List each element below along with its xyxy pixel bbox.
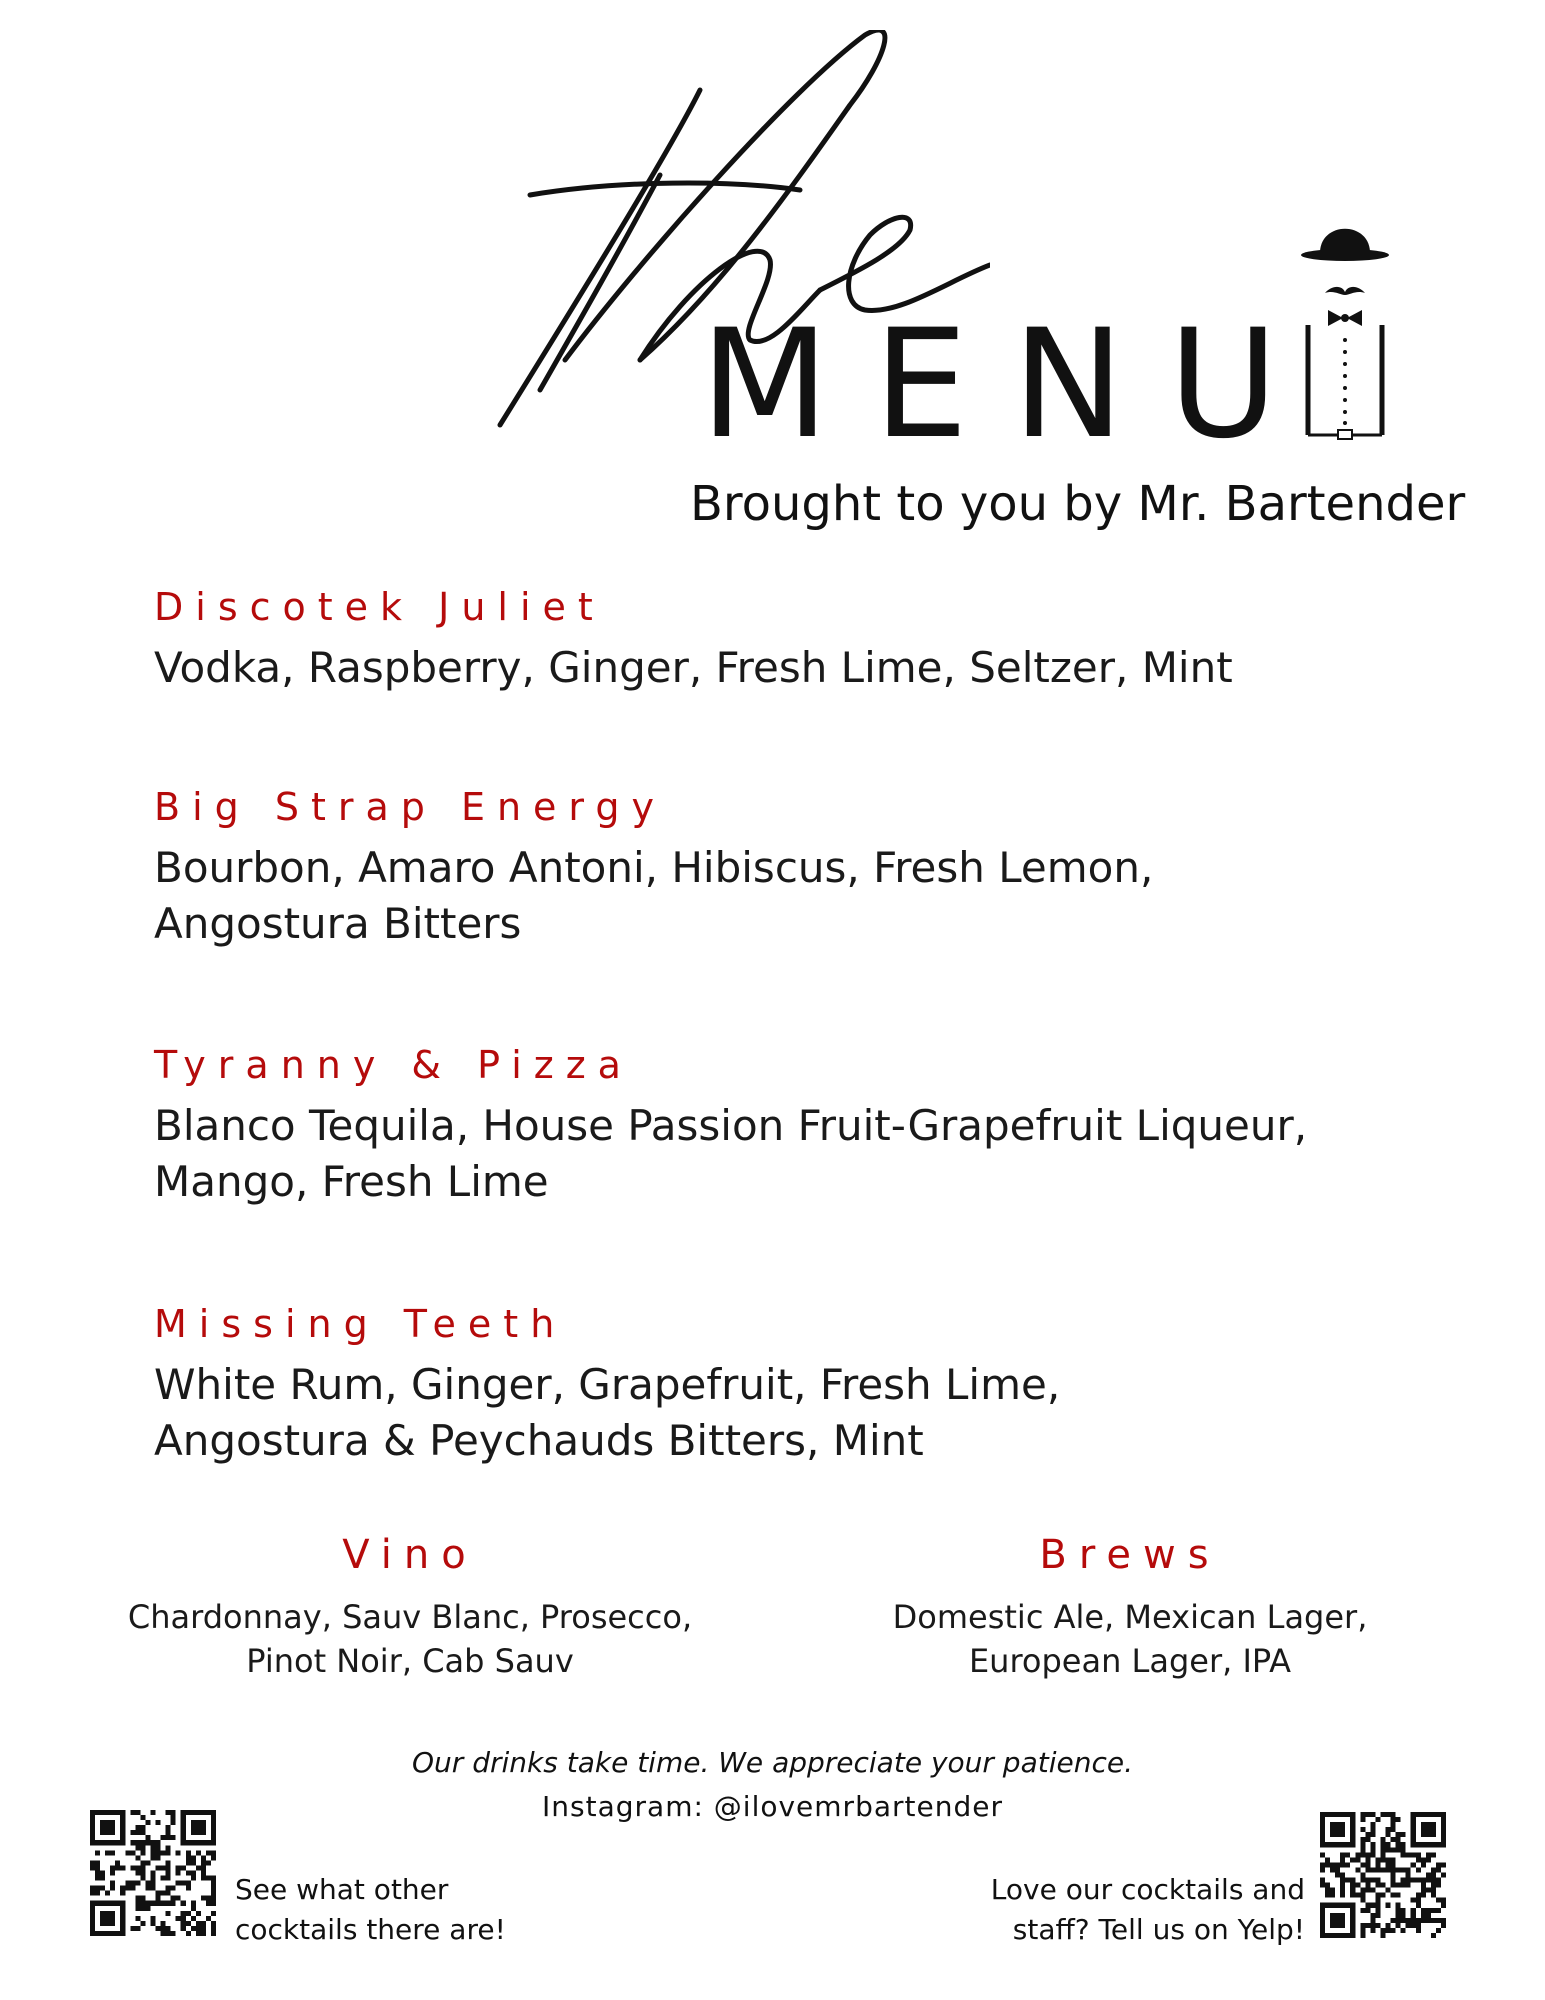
caption-line: Love our cocktails and: [990, 1873, 1305, 1906]
caption-line: See what other: [235, 1873, 449, 1906]
brews-line: European Lager, IPA: [968, 1642, 1292, 1680]
caption-line: cocktails there are!: [235, 1913, 506, 1946]
vino-line: Pinot Noir, Cab Sauv: [246, 1642, 574, 1680]
brews-line: Domestic Ale, Mexican Lager,: [892, 1598, 1368, 1636]
ingredients-line: Mango, Fresh Lime: [154, 1157, 549, 1206]
qr-code-icon[interactable]: [1320, 1812, 1446, 1938]
ingredients-line: Angostura Bitters: [154, 899, 522, 948]
vino-line: Chardonnay, Sauv Blanc, Prosecco,: [127, 1598, 693, 1636]
left-qr-caption: [235, 1870, 506, 1950]
vino-title: Vino: [342, 1532, 478, 1578]
menu-subtitle: Brought to you by Mr. Bartender: [690, 476, 1466, 532]
cocktail-name: Missing Teeth: [154, 1302, 567, 1346]
ingredients-line: Vodka, Raspberry, Ginger, Fresh Lime, Seltzer, Mint: [154, 643, 1233, 692]
cocktail-name: Tyranny & Pizza: [154, 1043, 633, 1087]
ingredients-line: White Rum, Ginger, Grapefruit, Fresh Lime,: [154, 1360, 1061, 1409]
cocktail-ingredients: [154, 640, 1354, 696]
cocktail-name: Discotek Juliet: [154, 585, 605, 629]
right-qr-caption: [991, 1870, 1305, 1950]
brews-title: Brews: [1039, 1532, 1221, 1578]
brews-list: [830, 1595, 1430, 1683]
ingredients-line: Angostura & Peychauds Bitters, Mint: [154, 1416, 924, 1465]
ingredients-line: Blanco Tequila, House Passion Fruit-Grapefruit Liqueur,: [154, 1101, 1308, 1150]
cocktail-ingredients: [154, 840, 1354, 952]
ingredients-line: Bourbon, Amaro Antoni, Hibiscus, Fresh Lemon,: [154, 843, 1154, 892]
menu-title: MENU: [700, 298, 1323, 472]
cocktail-ingredients: [154, 1357, 1354, 1469]
patience-note: Our drinks take time. We appreciate your patience.: [412, 1746, 1133, 1779]
cocktail-name: Big Strap Energy: [154, 785, 666, 829]
bartender-mascot-icon: [1300, 210, 1390, 450]
qr-code-icon[interactable]: [90, 1810, 216, 1936]
vino-list: [110, 1595, 710, 1683]
cocktail-ingredients: [154, 1098, 1354, 1210]
instagram-handle[interactable]: Instagram: @ilovemrbartender: [542, 1790, 1003, 1823]
caption-line: staff? Tell us on Yelp!: [1012, 1913, 1305, 1946]
